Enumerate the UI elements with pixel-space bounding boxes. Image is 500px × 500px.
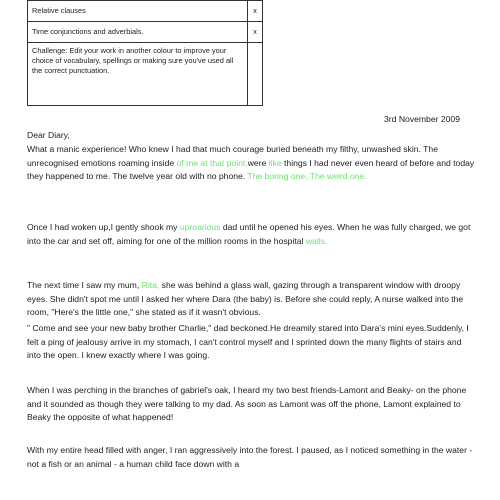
highlighted-edit: of me at that point,: [176, 157, 248, 168]
criteria-label: Relative clauses: [28, 1, 248, 22]
criteria-mark: x: [248, 1, 263, 22]
text: dad until he opened his eyes. When he was fully charged, we got into the car and set off, aiming for one of the million rooms in the hospital: [27, 222, 471, 246]
highlighted-edit: walls.: [305, 235, 328, 246]
paragraph-3: [27, 279, 475, 320]
highlighted-edit: uproarious: [179, 222, 221, 232]
text: she was behind a glass wall, gazing through a transparent window with droopy eyes. She didn't spot me until I asked her where Dara (the baby) is. Before she could reply, A nurse walked into the room, "Here's the little one," she stated as if it wasn't obvious.: [27, 280, 464, 318]
diary-date: 3rd November 2009: [384, 114, 460, 124]
text: Once I had woken up,I gently shook my: [27, 222, 180, 232]
text: things I had never even heard of before and today they happened to me. The twelve year old with no phone.: [27, 157, 475, 182]
highlighted-edit: The boring one. The weird one.: [247, 171, 367, 182]
criteria-row: [28, 22, 263, 43]
text: What a manic experience! Who knew I had that much courage buried beneath my filthy, unwashed skin. The unrecognised emotions roaming inside: [27, 144, 438, 168]
text: The next time I saw my mum,: [27, 280, 142, 290]
text: were: [247, 157, 269, 168]
paragraph-2: [27, 221, 475, 248]
criteria-row: [28, 1, 263, 22]
criteria-mark: [248, 43, 263, 106]
paragraph-4: " Come and see your new baby brother Charlie," dad beckoned.He dreamily stared into Dara's mini eyes.Suddenly, I felt a ping of jealousy arrive in my stomach, I can't control myself and I sprinted down the many flights of stairs and into the open. I knew exactly where I was going.: [27, 323, 469, 361]
criteria-mark: x: [248, 22, 263, 43]
criteria-label: Time conjunctions and adverbials.: [28, 22, 248, 43]
success-criteria-table: [27, 0, 263, 106]
criteria-row: [28, 43, 263, 106]
criteria-label: Challenge: Edit your work in another colour to improve your choice of vocabulary, spellings or making sure you've used all the correct punctuation.: [28, 43, 248, 106]
paragraph-6: With my entire head filled with anger, I ran aggressively into the forest. I paused, as I noticed something in the water - not a fish or an animal - a human child face down with a: [27, 445, 473, 469]
paragraph-1: [27, 143, 475, 184]
highlighted-edit: like: [268, 157, 282, 168]
paragraph-5: When I was perching in the branches of gabriel's oak, I heard my two best friends-Lamont and Beaky- on the phone and it sounded as though they were talking to my dad. As soon as Lamont was off the phone, Lamont explained to Beaky the opposite of what happened!: [27, 385, 467, 423]
diary-salutation: Dear Diary,: [27, 130, 70, 140]
highlighted-edit: Rita,: [141, 280, 160, 290]
